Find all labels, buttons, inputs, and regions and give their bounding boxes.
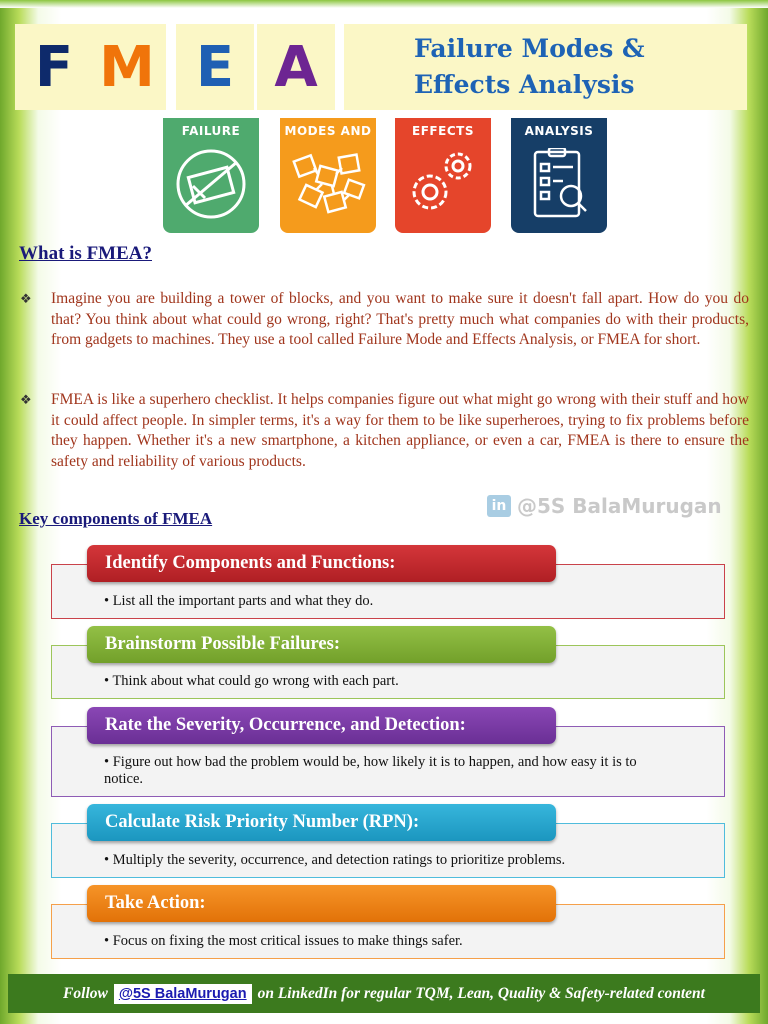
- letter-a: A: [257, 24, 335, 110]
- title-line-1: Failure Modes &: [414, 34, 645, 63]
- letter-m: M: [88, 24, 166, 110]
- component-card-text: • Figure out how bad the problem would be, how likely it is to happen, and how easy it is to notice.: [104, 754, 637, 787]
- intro-paragraph-1: ❖ Imagine you are building a tower of blocks, and you want to make sure it doesn't fall apart. How do you do that? You think about what could go wrong, right? That's pretty much what companies do with their products, from gadgets to machines. They use a tool called Failure Mode and Effects Analysis, or FMEA for short.: [20, 290, 749, 348]
- failure-icon: [171, 148, 251, 226]
- analysis-icon: [519, 148, 599, 226]
- tile-analysis-label: ANALYSIS: [524, 124, 594, 138]
- component-title-3: Rate the Severity, Occurrence, and Detection:: [87, 707, 556, 744]
- component-card-text: • Focus on fixing the most critical issues to make things safer.: [104, 933, 463, 949]
- title-line-2: Effects Analysis: [414, 70, 635, 99]
- tile-modes: [280, 118, 376, 233]
- footer-bar: [8, 974, 760, 1013]
- linkedin-watermark: [487, 494, 722, 518]
- tile-modes-label: MODES AND: [284, 124, 372, 138]
- tile-effects-label: EFFECTS: [412, 124, 474, 138]
- tile-failure-label: FAILURE: [181, 124, 241, 138]
- key-components-heading: Key components of FMEA: [19, 509, 213, 528]
- component-title-4: Calculate Risk Priority Number (RPN):: [87, 804, 556, 841]
- component-card-text: • Multiply the severity, occurrence, and detection ratings to prioritize problems.: [104, 852, 566, 868]
- letter-f: F: [15, 24, 93, 110]
- gears-icon: [403, 148, 483, 226]
- diamond-bullet-icon: ❖: [20, 392, 32, 407]
- modes-icon: [288, 148, 368, 226]
- footer-profile-link[interactable]: @5S BalaMurugan: [114, 984, 252, 1004]
- tile-analysis: [511, 118, 607, 233]
- watermark-handle: @5S BalaMurugan: [517, 494, 722, 518]
- intro-paragraph-2: ❖ FMEA is like a superhero checklist. It helps companies figure out what might go wrong with their stuff and how it could affect people. In simpler terms, it's a way for them to be like superheroes, trying to fix problems before they happen. Whether it's a new smartphone, a kitchen appliance, or even a car, FMEA is there to ensure the safety and reliability of various products.: [20, 391, 749, 470]
- component-title-5: Take Action:: [87, 885, 556, 922]
- footer-prefix: Follow: [63, 984, 108, 1002]
- component-title-2: Brainstorm Possible Failures:: [87, 626, 556, 663]
- letter-e: E: [176, 24, 254, 110]
- footer-suffix: on LinkedIn for regular TQM, Lean, Quality & Safety-related content: [257, 984, 705, 1002]
- tile-effects: [395, 118, 491, 233]
- title-box: [344, 24, 747, 110]
- component-title-1: Identify Components and Functions:: [87, 545, 556, 582]
- component-card-text: • List all the important parts and what they do.: [104, 593, 374, 609]
- what-is-fmea-heading: What is FMEA?: [19, 243, 152, 264]
- component-card-text: • Think about what could go wrong with each part.: [104, 673, 399, 689]
- linkedin-icon: in: [487, 495, 511, 517]
- diamond-bullet-icon: ❖: [20, 291, 32, 306]
- top-accent-bar: [0, 0, 768, 8]
- tile-failure: [163, 118, 259, 233]
